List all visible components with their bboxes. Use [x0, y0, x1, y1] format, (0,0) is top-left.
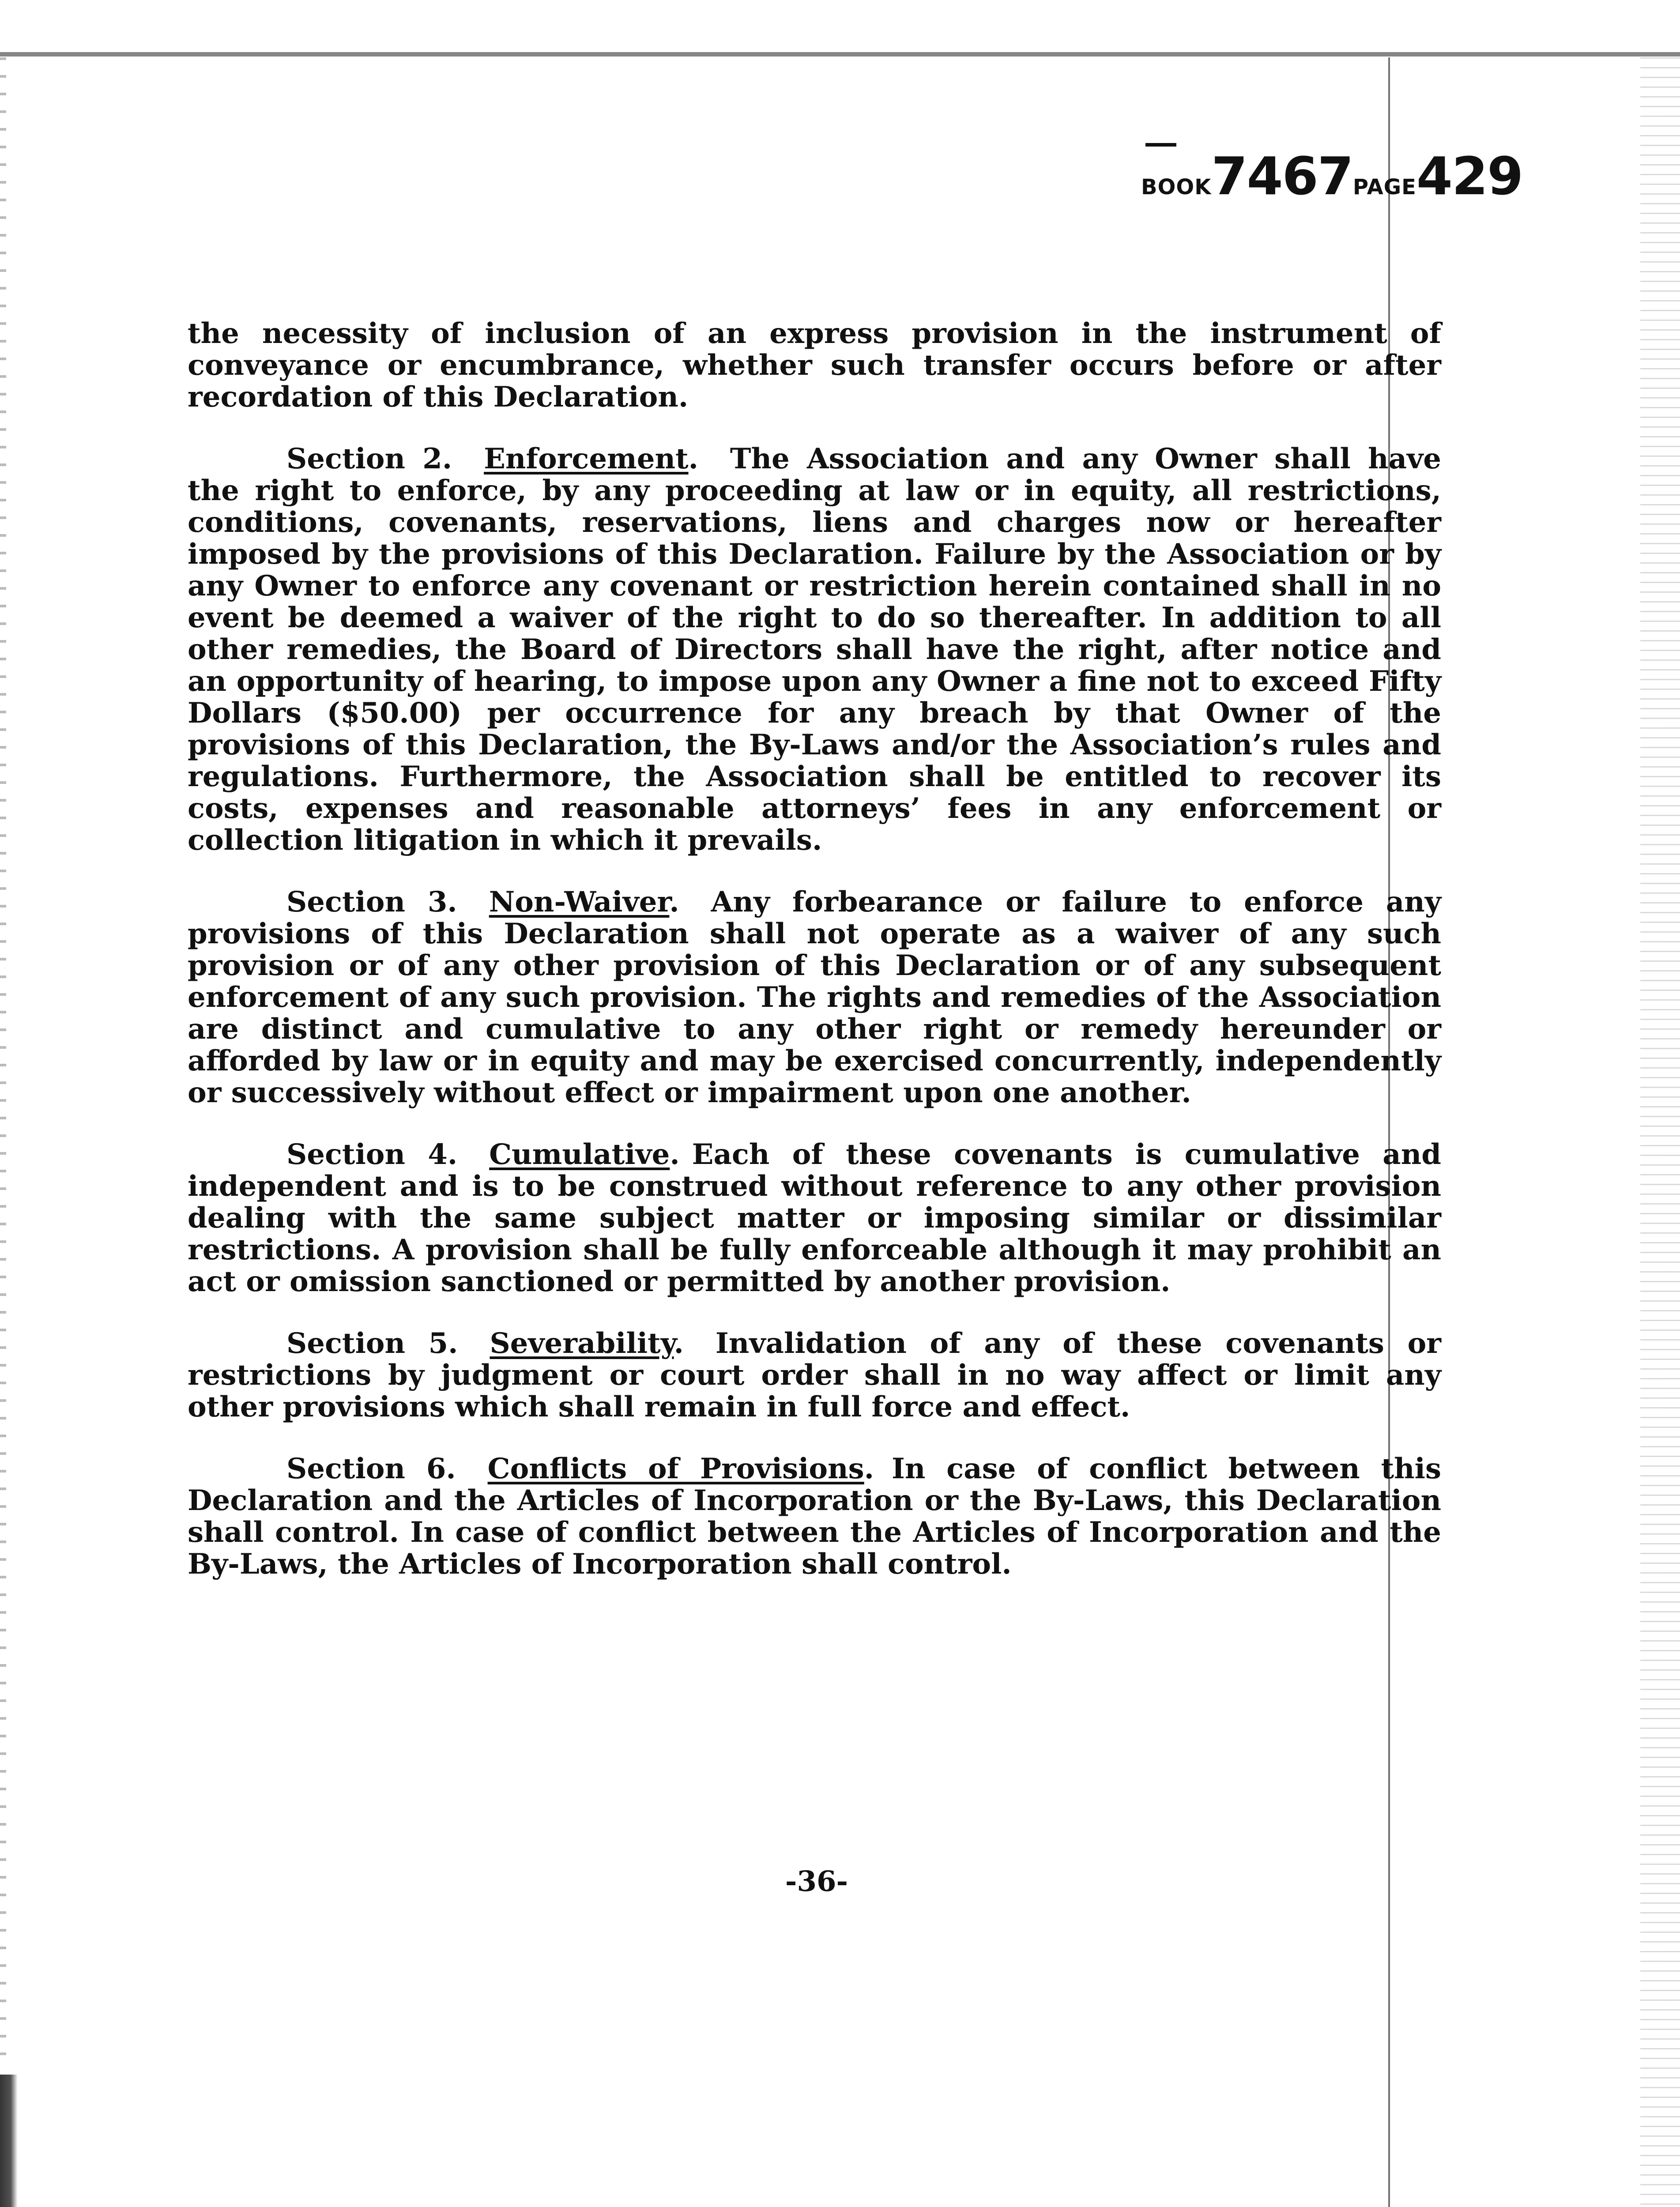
section-text: The Association and any Owner shall have the right to enforce, by any proceeding at law or in equity, all restrictions, conditions, covenants, reservations, liens and charges now or hereafter imposed by the provisions of this Declaration. Failure by the Association or by any Owner to enforce any covenant or restriction herein contained shall in no event be deemed a waiver of the right to do so thereafter. In addition to all other remedies, the Board of Directors shall have the right, after notice and an opportunity of hearing, to impose upon any Owner a fine not to exceed Fifty Dollars ($50.00) per occurrence for any breach by that Owner of the provisions of this Declaration, the By-Laws and/or the Association’s rules and regulations. Furthermore, the Association shall be entitled to recover its costs, expenses and reasonable attorneys’ fees in any enforcement or collection litigation in which it prevails.	[188, 442, 1442, 857]
section-title: Cumulative	[489, 1138, 670, 1171]
section-text: Each of these covenants is cumulative and independent and is to be construed without reference to any other provision dealing with the same subject matter or imposing similar or dissimilar restrictions. A provision shall be fully enforceable although it may prohibit an act or omission sanctioned or permitted by another provision.	[188, 1138, 1442, 1298]
section-title: Non-Waiver	[489, 885, 670, 919]
recorded-page-number: 429	[1416, 146, 1523, 207]
section-5-severability: Section 5. Severability. Invalidation of any of these covenants or restrictions by judgment or court order shall in no way affect or limit any other provisions which shall remain in full force and effect.	[188, 1327, 1442, 1424]
section-text: Invalidation of any of these covenants or restrictions by judgment or court order shall in no way affect or limit any other provisions which shall remain in full force and effect.	[188, 1327, 1442, 1424]
section-text: In case of conflict between this Declaration and the Articles of Incorporation or the By-Laws, this Declaration shall control. In case of conflict between the Articles of Incorporation and the By-Laws, the Articles of Incorporation shall control.	[188, 1452, 1442, 1581]
section-number: Section 5.	[286, 1327, 458, 1360]
book-page-stamp	[1141, 146, 1522, 207]
page-number: -36-	[785, 1865, 848, 1898]
scan-left-edge-shadow	[0, 2075, 18, 2207]
scan-right-edge-marks	[1640, 57, 1680, 2207]
stamp-tick-mark	[1145, 143, 1176, 147]
section-2-enforcement: Section 2. Enforcement. The Association and any Owner shall have the right to enforce, by any proceeding at law or in equity, all restrictions, conditions, covenants, reservations, liens and charges now or hereafter imposed by the provisions of this Declaration. Failure by the Association or by any Owner to enforce any covenant or restriction herein contained shall in no event be deemed a waiver of the right to do so thereafter. In addition to all other remedies, the Board of Directors shall have the right, after notice and an opportunity of hearing, to impose upon any Owner a fine not to exceed Fifty Dollars ($50.00) per occurrence for any breach by that Owner of the provisions of this Declaration, the By-Laws and/or the Association’s rules and regulations. Furthermore, the Association shall be entitled to recover its costs, expenses and reasonable attorneys’ fees in any enforcement or collection litigation in which it prevails.	[188, 442, 1442, 857]
book-label: BOOK	[1141, 175, 1212, 200]
section-title: Severability	[490, 1327, 674, 1360]
section-number: Section 2.	[286, 442, 452, 475]
section-number: Section 3.	[286, 885, 457, 919]
section-6-conflicts-of-provisions: Section 6. Conflicts of Provisions. In case of conflict between this Declaration and the Articles of Incorporation or the By-Laws, this Declaration shall control. In case of conflict between the Articles of Incorporation and the By-Laws, the Articles of Incorporation shall control.	[188, 1452, 1442, 1581]
section-number: Section 6.	[286, 1452, 456, 1485]
section-title: Enforcement	[484, 442, 689, 475]
section-4-cumulative: Section 4. Cumulative. Each of these covenants is cumulative and independent and is to be construed without reference to any other provision dealing with the same subject matter or imposing similar or dissimilar restrictions. A provision shall be fully enforceable although it may prohibit an act or omission sanctioned or permitted by another provision.	[188, 1138, 1442, 1298]
scan-top-border	[0, 52, 1680, 56]
section-3-non-waiver: Section 3. Non-Waiver. Any forbearance or failure to enforce any provisions of this Declaration shall not operate as a waiver of any such provision or of any other provision of this Declaration or of any subsequent enforcement of any such provision. The rights and remedies of the Association are distinct and cumulative to any other right or remedy hereunder or afforded by law or in equity and may be exercised concurrently, independently or successively without effect or impairment upon one another.	[188, 885, 1442, 1109]
document-body	[188, 318, 1441, 1610]
section-title: Conflicts of Provisions	[487, 1452, 864, 1485]
book-number: 7467	[1211, 146, 1353, 207]
continuation-paragraph: the necessity of inclusion of an express provision in the instrument of conveyance or encumbrance, whether such transfer occurs before or after recordation of this Declaration.	[188, 317, 1441, 414]
page-label: PAGE	[1352, 175, 1416, 200]
section-text: Any forbearance or failure to enforce any provisions of this Declaration shall not operate as a waiver of any such provision or of any other provision of this Declaration or of any subsequent enforcement of any such provision. The rights and remedies of the Association are distinct and cumulative to any other right or remedy hereunder or afforded by law or in equity and may be exercised concurrently, independently or successively without effect or impairment upon one another.	[188, 885, 1442, 1109]
scan-left-edge-marks	[0, 57, 6, 2066]
section-number: Section 4.	[286, 1138, 458, 1171]
